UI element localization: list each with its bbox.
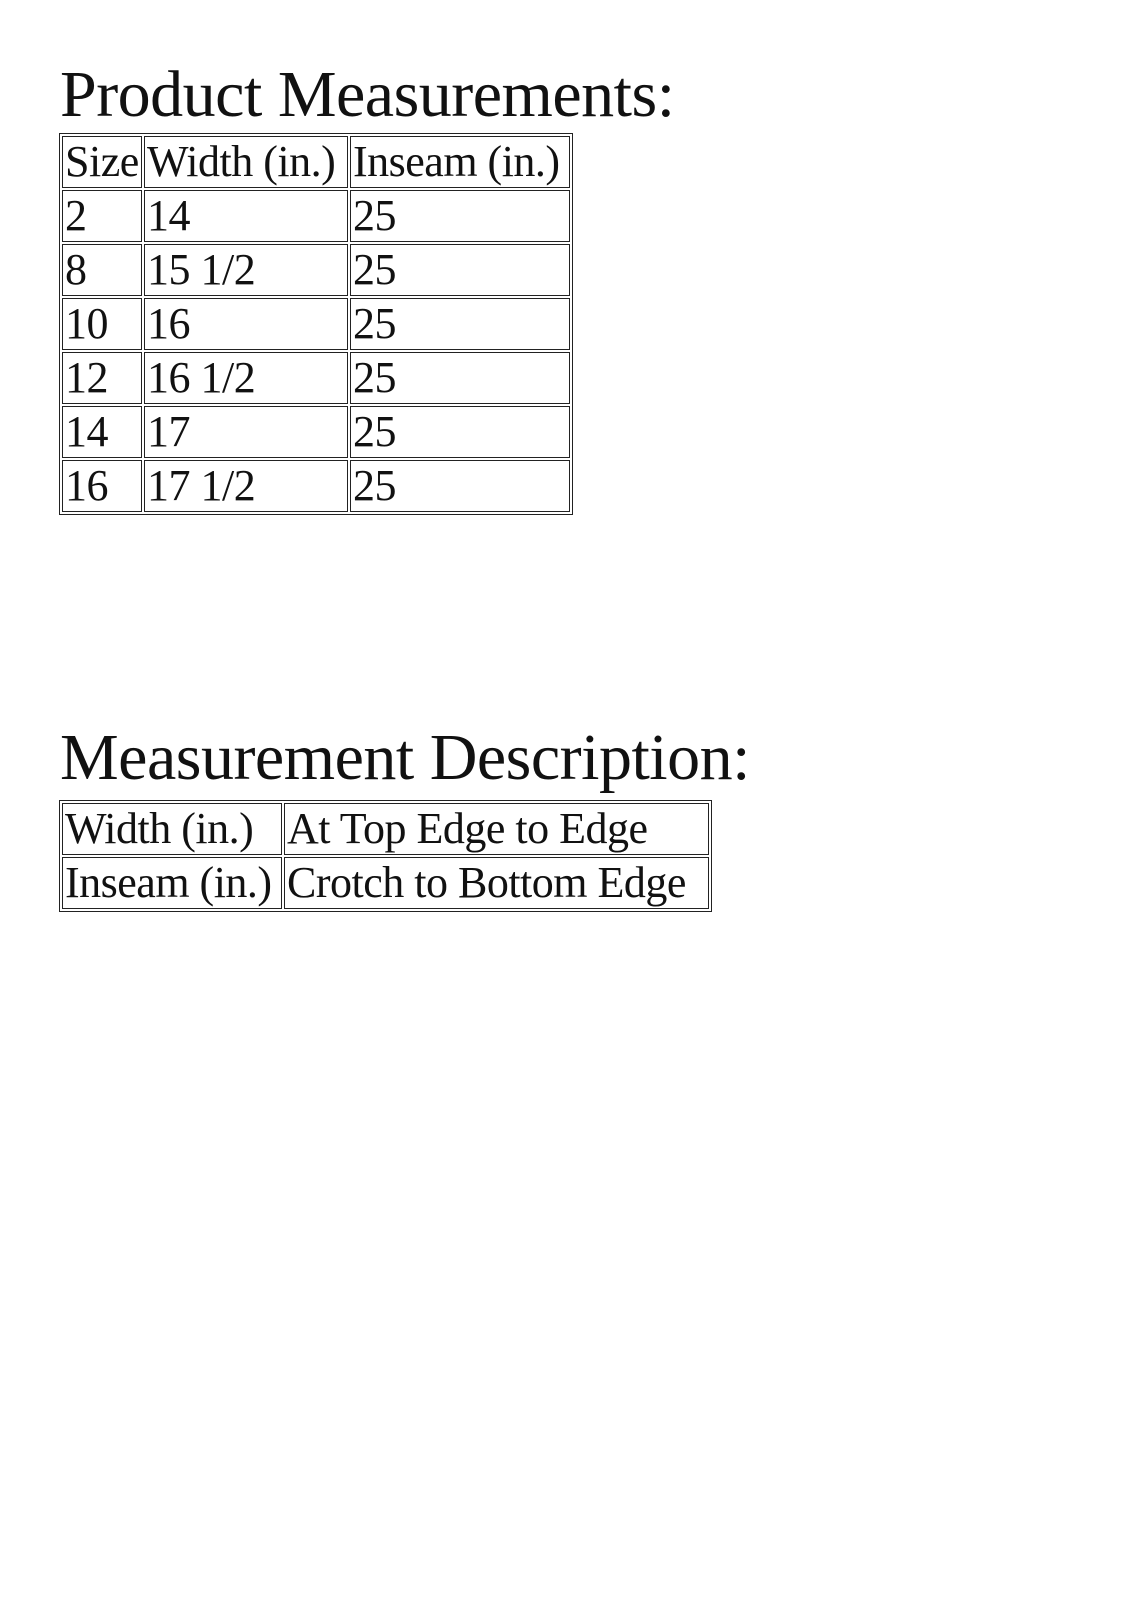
table-row xyxy=(62,190,570,242)
width-cell: 15 1/2 xyxy=(144,244,348,296)
table-row xyxy=(62,244,570,296)
measurement-name-cell: Inseam (in.) xyxy=(62,857,282,909)
measurement-name-cell: Width (in.) xyxy=(62,803,282,855)
table-row xyxy=(62,406,570,458)
header-width: Width (in.) xyxy=(144,136,348,188)
header-size: Size xyxy=(62,136,142,188)
size-cell: 16 xyxy=(62,460,142,512)
header-inseam: Inseam (in.) xyxy=(350,136,570,188)
width-cell: 17 1/2 xyxy=(144,460,348,512)
measurements-table xyxy=(59,133,573,515)
measurement-description-title: Measurement Description: xyxy=(60,721,750,794)
inseam-cell: 25 xyxy=(350,406,570,458)
size-cell: 8 xyxy=(62,244,142,296)
inseam-cell: 25 xyxy=(350,352,570,404)
size-cell: 12 xyxy=(62,352,142,404)
product-measurements-title: Product Measurements: xyxy=(60,58,675,131)
inseam-cell: 25 xyxy=(350,298,570,350)
table-header-row xyxy=(62,136,570,188)
size-cell: 2 xyxy=(62,190,142,242)
description-table xyxy=(59,800,712,912)
width-cell: 16 xyxy=(144,298,348,350)
inseam-cell: 25 xyxy=(350,460,570,512)
table-row xyxy=(62,298,570,350)
measurement-description-cell: Crotch to Bottom Edge xyxy=(284,857,709,909)
size-cell: 14 xyxy=(62,406,142,458)
width-cell: 17 xyxy=(144,406,348,458)
table-row xyxy=(62,352,570,404)
table-row xyxy=(62,460,570,512)
table-row xyxy=(62,857,709,909)
width-cell: 16 1/2 xyxy=(144,352,348,404)
table-row xyxy=(62,803,709,855)
measurement-description-cell: At Top Edge to Edge xyxy=(284,803,709,855)
inseam-cell: 25 xyxy=(350,244,570,296)
width-cell: 14 xyxy=(144,190,348,242)
inseam-cell: 25 xyxy=(350,190,570,242)
size-cell: 10 xyxy=(62,298,142,350)
